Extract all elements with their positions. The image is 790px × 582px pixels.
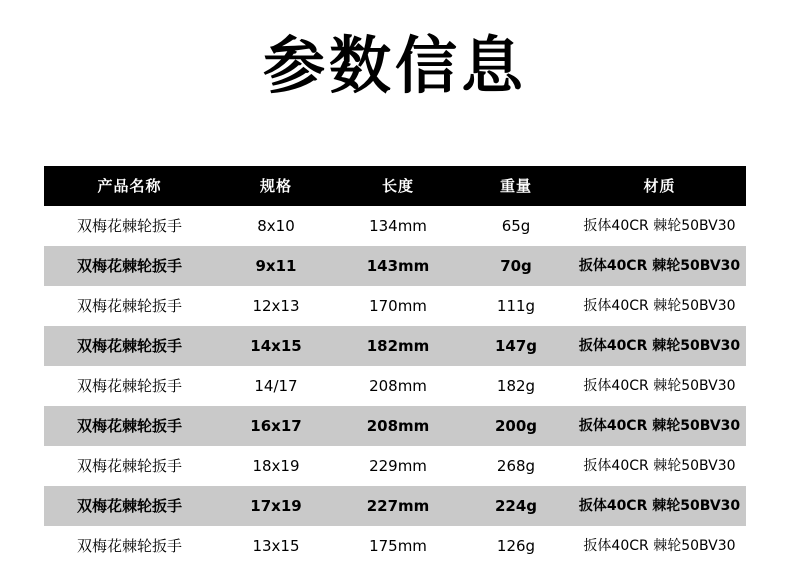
table-header-row	[44, 166, 746, 206]
cell-weight: 70g	[459, 246, 573, 286]
table-row	[44, 406, 746, 446]
cell-weight: 126g	[459, 526, 573, 566]
column-header-name: 产品名称	[44, 166, 215, 206]
table-row	[44, 526, 746, 566]
cell-name: 双梅花棘轮扳手	[44, 246, 215, 286]
cell-length: 170mm	[337, 286, 459, 326]
cell-name: 双梅花棘轮扳手	[44, 326, 215, 366]
cell-name: 双梅花棘轮扳手	[44, 406, 215, 446]
cell-length: 143mm	[337, 246, 459, 286]
table-body	[44, 206, 746, 566]
cell-length: 134mm	[337, 206, 459, 246]
cell-name: 双梅花棘轮扳手	[44, 366, 215, 406]
cell-name: 双梅花棘轮扳手	[44, 286, 215, 326]
cell-length: 175mm	[337, 526, 459, 566]
cell-spec: 16x17	[215, 406, 337, 446]
table-row	[44, 286, 746, 326]
table-header	[44, 166, 746, 206]
cell-material: 扳体40CR 棘轮50BV30	[573, 246, 746, 286]
cell-material: 扳体40CR 棘轮50BV30	[573, 486, 746, 526]
cell-weight: 111g	[459, 286, 573, 326]
table-row	[44, 446, 746, 486]
cell-spec: 9x11	[215, 246, 337, 286]
cell-length: 208mm	[337, 406, 459, 446]
cell-length: 227mm	[337, 486, 459, 526]
cell-material: 扳体40CR 棘轮50BV30	[573, 446, 746, 486]
cell-material: 扳体40CR 棘轮50BV30	[573, 526, 746, 566]
cell-material: 扳体40CR 棘轮50BV30	[573, 406, 746, 446]
table-row	[44, 486, 746, 526]
cell-spec: 8x10	[215, 206, 337, 246]
cell-length: 229mm	[337, 446, 459, 486]
cell-material: 扳体40CR 棘轮50BV30	[573, 206, 746, 246]
cell-material: 扳体40CR 棘轮50BV30	[573, 326, 746, 366]
table-row	[44, 206, 746, 246]
column-header-material: 材质	[573, 166, 746, 206]
cell-name: 双梅花棘轮扳手	[44, 206, 215, 246]
spec-table	[44, 166, 746, 566]
cell-name: 双梅花棘轮扳手	[44, 526, 215, 566]
cell-material: 扳体40CR 棘轮50BV30	[573, 286, 746, 326]
column-header-length: 长度	[337, 166, 459, 206]
cell-spec: 13x15	[215, 526, 337, 566]
column-header-spec: 规格	[215, 166, 337, 206]
column-header-weight: 重量	[459, 166, 573, 206]
table-row	[44, 246, 746, 286]
table-row	[44, 326, 746, 366]
cell-weight: 182g	[459, 366, 573, 406]
cell-spec: 18x19	[215, 446, 337, 486]
cell-length: 182mm	[337, 326, 459, 366]
cell-weight: 200g	[459, 406, 573, 446]
cell-weight: 65g	[459, 206, 573, 246]
spec-table-container	[44, 166, 746, 566]
cell-spec: 14/17	[215, 366, 337, 406]
cell-weight: 268g	[459, 446, 573, 486]
cell-length: 208mm	[337, 366, 459, 406]
cell-spec: 12x13	[215, 286, 337, 326]
cell-material: 扳体40CR 棘轮50BV30	[573, 366, 746, 406]
cell-spec: 17x19	[215, 486, 337, 526]
cell-spec: 14x15	[215, 326, 337, 366]
cell-name: 双梅花棘轮扳手	[44, 486, 215, 526]
cell-weight: 147g	[459, 326, 573, 366]
cell-name: 双梅花棘轮扳手	[44, 446, 215, 486]
cell-weight: 224g	[459, 486, 573, 526]
table-row	[44, 366, 746, 406]
page-title: 参数信息	[262, 29, 527, 102]
